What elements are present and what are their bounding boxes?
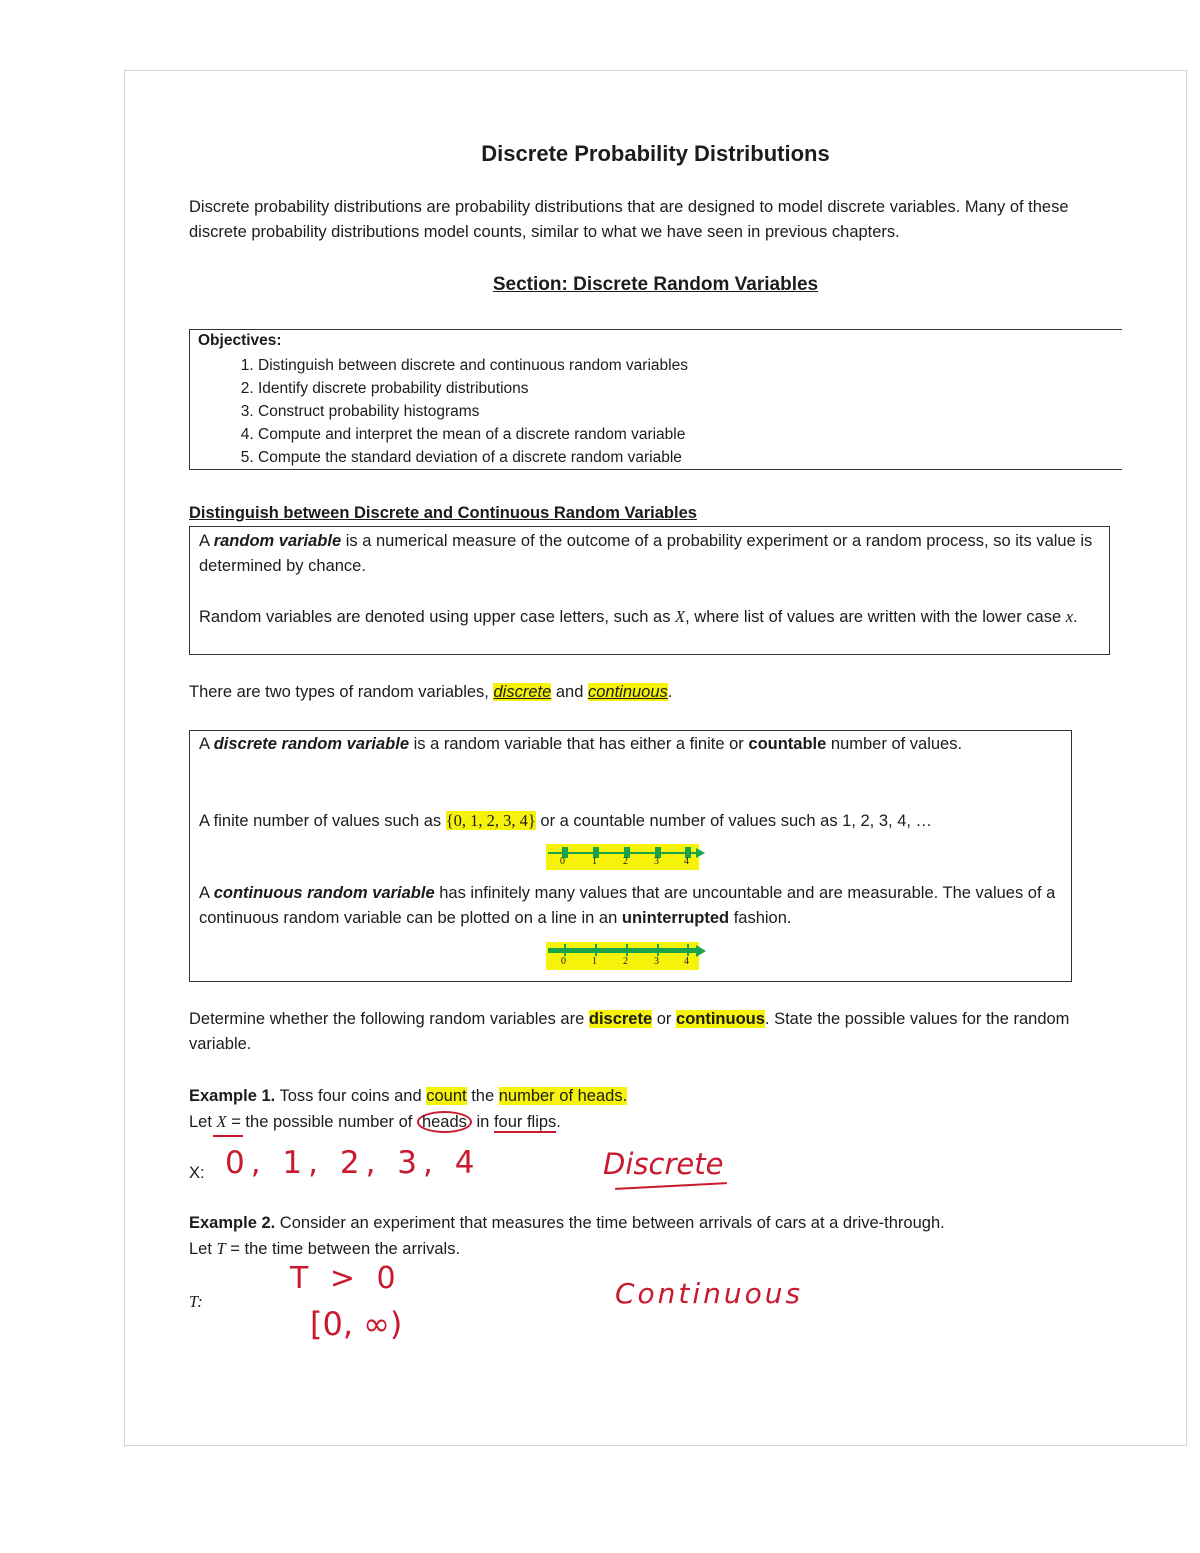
rv-definition [199, 529, 1099, 579]
text: . State the possible values for the random variable. [189, 1010, 1070, 1053]
axis-line [548, 948, 698, 953]
word-count: count [426, 1087, 467, 1105]
text: , where list of values are written with the lower case [685, 608, 1066, 626]
text: A finite number of values such as [199, 812, 446, 830]
tick-label: 0 [560, 856, 565, 867]
handwritten-answer: Continuous [615, 1277, 804, 1310]
continuous-definition [199, 881, 1059, 931]
word-continuous: continuous [676, 1010, 765, 1028]
tick-mark [657, 944, 659, 956]
handwritten-answer: Discrete [603, 1147, 724, 1181]
word-continuous: continuous [587, 683, 668, 701]
term-discrete-random-variable: discrete random variable [213, 735, 410, 753]
document-page [124, 70, 1187, 1446]
circled-heads: heads [417, 1111, 472, 1133]
text: or a countable number of values such as 1, 2, 3, 4, … [535, 812, 933, 830]
axis-line [548, 852, 698, 854]
tick-mark [626, 944, 628, 956]
var-X: X [675, 607, 686, 626]
tick-label: 4 [684, 856, 689, 867]
objectives-list [190, 354, 688, 469]
example1-label: Example 1. [189, 1087, 276, 1105]
handwritten-interval: [0, ∞) [310, 1305, 403, 1343]
var-X: X [216, 1112, 227, 1131]
page-title: Discrete Probability Distributions [481, 141, 830, 166]
text: A [199, 884, 214, 902]
tick-label: 1 [592, 956, 597, 967]
text: Determine whether the following random variables are [189, 1010, 589, 1028]
arrow-icon [696, 848, 705, 858]
objective-item: 2. Identify discrete probability distributions [258, 377, 688, 400]
tick-label: 0 [561, 956, 566, 967]
discrete-continuous-box [189, 730, 1072, 982]
text: Random variables are denoted using upper case letters, such as [199, 608, 676, 626]
example2-statement [189, 1211, 1119, 1236]
example2-variable-label: T: [189, 1292, 203, 1311]
word-uninterrupted: uninterrupted [621, 909, 730, 927]
objective-item: 1. Distinguish between discrete and continuous random variables [258, 354, 688, 377]
tick-label: 2 [623, 956, 628, 967]
discrete-number-line [546, 844, 708, 870]
text: fashion. [729, 909, 792, 927]
arrow-icon [696, 945, 706, 957]
example1-statement [189, 1084, 627, 1109]
text: the [466, 1087, 499, 1105]
section-title: Section: Discrete Random Variables [492, 274, 819, 295]
term-continuous-random-variable: continuous random variable [213, 884, 435, 902]
word-countable: countable [748, 735, 827, 753]
example2-let [189, 1236, 460, 1262]
text: and [551, 683, 588, 701]
tick-mark [687, 944, 689, 956]
var-T: T [216, 1239, 226, 1258]
text: . [1073, 608, 1078, 626]
text: is a random variable that has either a finite or [409, 735, 749, 753]
example1-let [189, 1109, 561, 1135]
ink-underline [615, 1182, 727, 1190]
text: = the time between the arrivals. [225, 1240, 461, 1258]
tick-mark [564, 944, 566, 956]
finite-values-sentence [199, 808, 1064, 834]
tick-label: 1 [592, 856, 597, 867]
text: Toss four coins and [275, 1087, 427, 1105]
ink-underline [213, 1135, 243, 1137]
text: in [471, 1113, 494, 1131]
text: number of values. [826, 735, 963, 753]
objective-item: 5. Compute the standard deviation of a discrete random variable [258, 446, 688, 469]
intro-paragraph: Discrete probability distributions are probability distributions that are designed to model discrete variables. Many of these discrete probability distributions model counts, similar to what we have seen in previous chapters. [189, 198, 1069, 241]
handwritten-values: 0, 1, 2, 3, 4 [225, 1145, 481, 1181]
text: is a numerical measure of the outcome of a probability experiment or a random process, so its value is determined by chance. [199, 532, 1093, 575]
determine-instructions [189, 1007, 1114, 1057]
types-sentence [189, 680, 672, 705]
text: . [667, 683, 673, 701]
term-random-variable: random variable [213, 532, 342, 550]
word-discrete: discrete [493, 683, 552, 701]
subheading: Distinguish between Discrete and Continuous Random Variables [189, 504, 697, 522]
objective-item: 3. Construct probability histograms [258, 400, 688, 423]
text: A [199, 532, 214, 550]
example2-label: Example 2. [189, 1214, 276, 1232]
var-x: x [1065, 607, 1074, 626]
discrete-definition [199, 732, 1049, 757]
example1-variable-label: X: [189, 1164, 205, 1182]
text: There are two types of random variables, [189, 683, 494, 701]
objective-item: 4. Compute and interpret the mean of a discrete random variable [258, 423, 688, 446]
objectives-box [189, 329, 1122, 470]
rv-notation [199, 604, 1104, 630]
text: Let [189, 1113, 217, 1131]
text: = the possible number of [226, 1113, 417, 1131]
text: has infinitely many values that are uncountable and are measurable. The values of a continuous random variable can be plotted on a line in an [199, 884, 1056, 927]
finite-set: {0, 1, 2, 3, 4} [445, 811, 536, 830]
text: or [652, 1010, 677, 1028]
text: A [199, 735, 214, 753]
word-discrete: discrete [588, 1010, 653, 1028]
handwritten-condition: T > 0 [290, 1261, 402, 1296]
tick-label: 2 [623, 856, 628, 867]
underlined-flips: four flips [493, 1113, 557, 1131]
random-variable-box [189, 526, 1110, 655]
tick-label: 4 [684, 956, 689, 967]
phrase-number-of-heads: number of heads. [498, 1087, 628, 1105]
continuous-number-line [546, 942, 708, 970]
tick-mark [595, 944, 597, 956]
tick-label: 3 [654, 956, 659, 967]
objectives-heading: Objectives: [198, 332, 282, 349]
text: Consider an experiment that measures the time between arrivals of cars at a drive-through. [275, 1214, 945, 1232]
text: . [556, 1113, 561, 1131]
tick-label: 3 [654, 856, 659, 867]
text: Let [189, 1240, 217, 1258]
